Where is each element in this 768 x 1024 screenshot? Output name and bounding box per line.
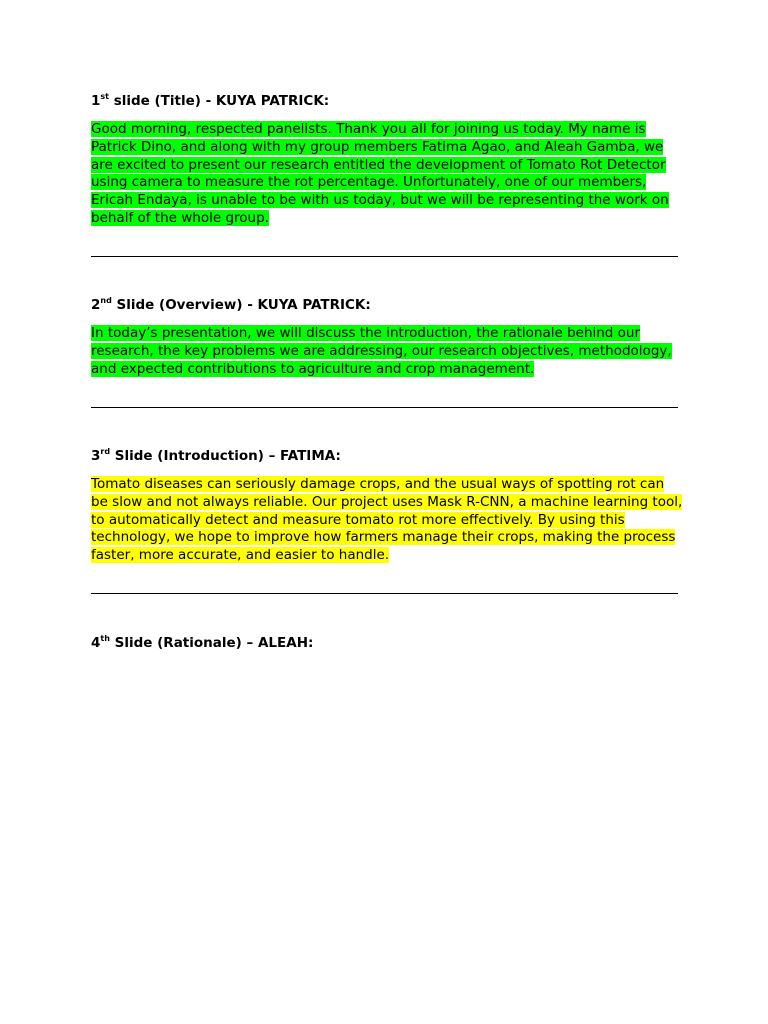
section-2-ordinal-number: 2 [91, 297, 101, 313]
section-3-highlighted-text: Tomato diseases can seriously damage crops, and the usual ways of spotting rot can be slow and not always reliable. Our project uses Mask R-CNN, a machine learning tool, to automatically detect and measure tomato rot more effectively. By using this technology, we hope to improve how farmers manage their crops, making the process faster, more accurate, and easier to handle. [91, 476, 683, 564]
section-2-heading-text: Slide (Overview) - KUYA PATRICK: [111, 297, 371, 313]
section-1-heading [91, 92, 329, 110]
section-2-paragraph [91, 325, 683, 378]
section-divider [91, 407, 678, 408]
section-3-heading [91, 447, 341, 465]
section-3-heading-text: Slide (Introduction) – FATIMA: [110, 448, 341, 464]
section-1-ordinal-suffix: st [100, 91, 109, 101]
section-1-highlighted-text: Good morning, respected panelists. Thank you all for joining us today. My name is Patrick Dino, and along with my group members Fatima Agao, and Aleah Gamba, we are excited to present our research entitled the development of Tomato Rot Detector using camera to measure the rot percentage. Unfortunately, one of our members, Ericah Endaya, is unable to be with us today, but we will be representing the work on behalf of the whole group. [91, 121, 669, 226]
section-1-paragraph [91, 121, 683, 228]
section-divider [91, 256, 678, 257]
section-4-ordinal-suffix: th [100, 633, 110, 643]
section-4-heading [91, 634, 313, 652]
section-2-ordinal-suffix: nd [100, 295, 112, 305]
section-1-heading-text: slide (Title) - KUYA PATRICK: [109, 93, 330, 109]
section-1-ordinal-number: 1 [91, 93, 101, 109]
section-4-ordinal-number: 4 [91, 635, 101, 651]
section-2-highlighted-text: In today’s presentation, we will discuss the introduction, the rationale behind our research, the key problems we are addressing, our research objectives, methodology, and expected contributions to agriculture and crop management. [91, 325, 672, 377]
section-3-ordinal-number: 3 [91, 448, 101, 464]
section-2-heading [91, 296, 371, 314]
section-divider [91, 593, 678, 594]
section-4-heading-text: Slide (Rationale) – ALEAH: [109, 635, 314, 651]
section-3-ordinal-suffix: rd [100, 446, 111, 456]
section-3-paragraph [91, 476, 683, 565]
